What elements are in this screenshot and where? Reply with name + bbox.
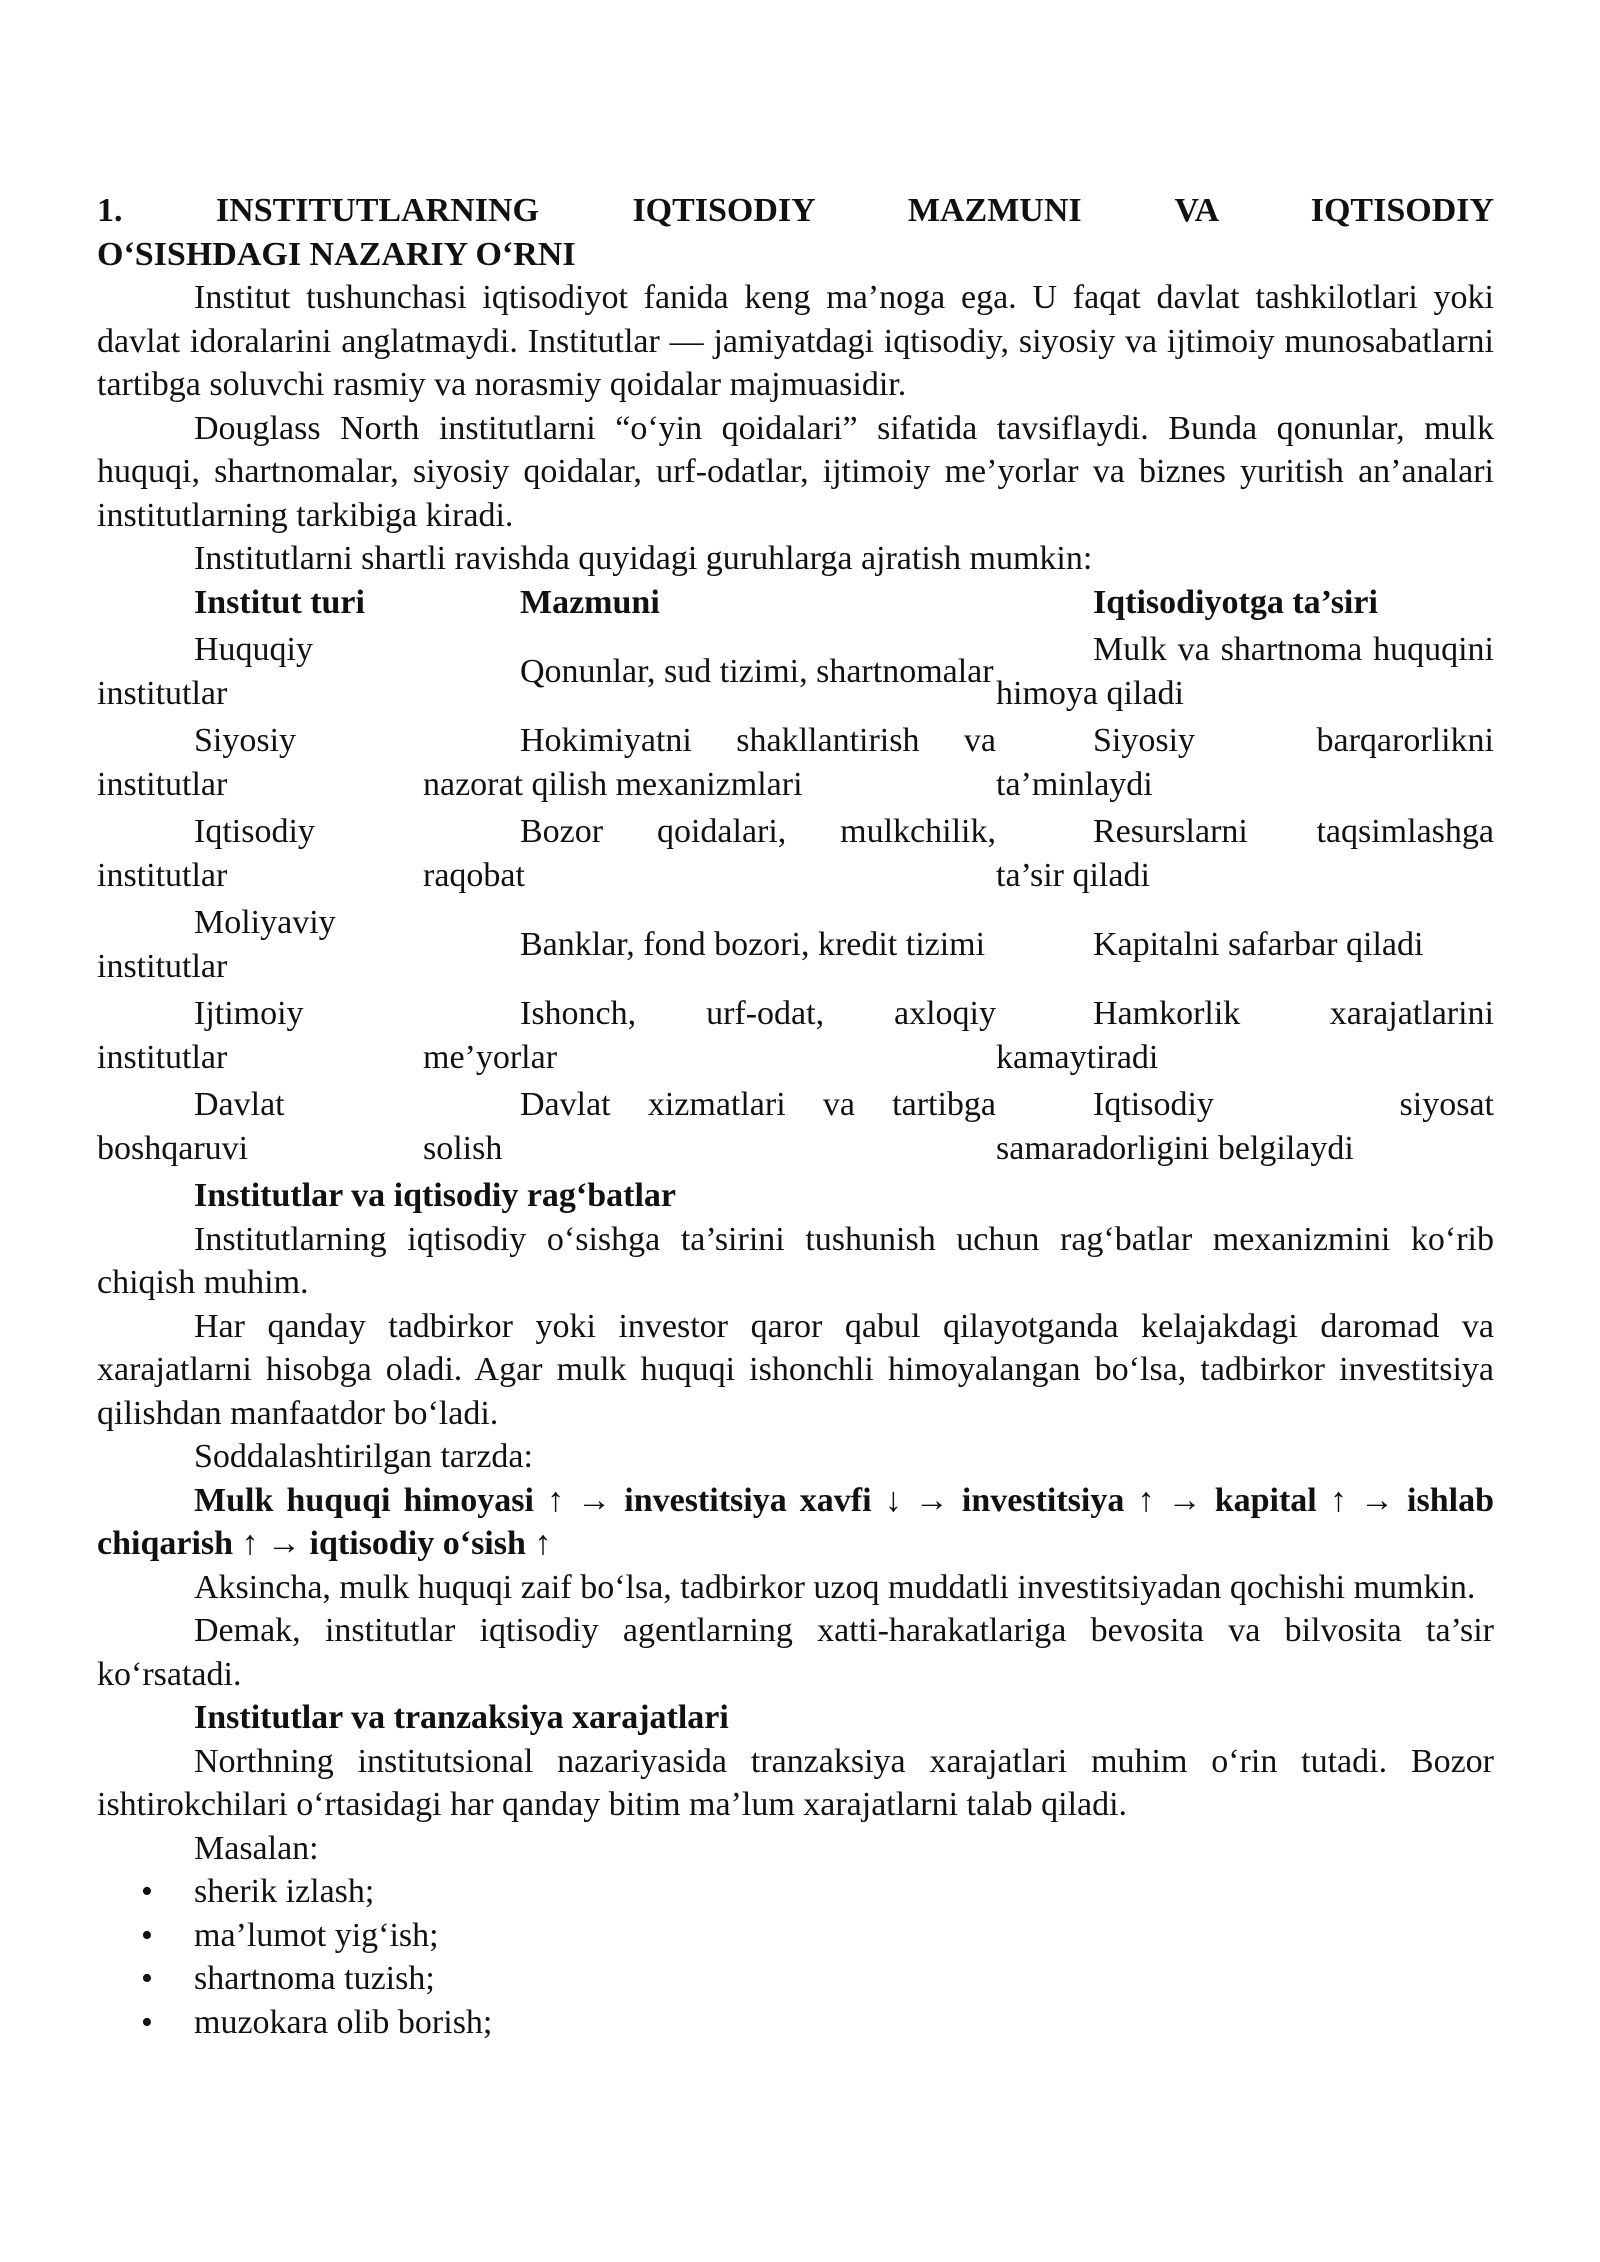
paragraph: Douglass North institutlarni “o‘yin qoidalari” sifatida tavsiflaydi. Bunda qonunlar, mulk huquqi, shartnomalar, siyosiy qoidalar, urf-odatlar, ijtimoiy me’yorlar va biznes yuritish an’analari institutlarning tarkibiga kiradi. (97, 409, 1494, 534)
table-cell: Davlat xizmatlari va tartibga solish (423, 1086, 996, 1167)
incentive-chain: Mulk huquqi himoyasi ↑ → investitsiya xavfi ↓ → investitsiya ↑ → kapital ↑ → ishlab chiqarish ↑ → iqtisodiy o‘sish ↑ (97, 1481, 1494, 1562)
bullet-icon: • (141, 1960, 153, 1997)
heading-line-1 (97, 189, 1494, 233)
heading-word: 1. (97, 192, 123, 229)
heading-word: VA (1174, 192, 1218, 229)
heading-word: MAZMUNI (907, 192, 1082, 229)
table-row (97, 810, 1494, 901)
table-cell: Davlat boshqaruvi (97, 1086, 285, 1167)
section-title: Institutlar va tranzaksiya xarajatlari (194, 1699, 729, 1736)
paragraph: Institutlarning iqtisodiy o‘sishga ta’sirini tushunish uchun rag‘batlar mexanizmini ko‘rib chiqish muhim. (97, 1220, 1494, 1301)
table-cell: Siyosiy institutlar (97, 722, 297, 803)
paragraph: Soddalashtirilgan tarzda: (194, 1438, 533, 1475)
table-cell: Ishonch, urf-odat, axloqiy me’yorlar (423, 995, 996, 1076)
bullet-icon: • (141, 1873, 153, 1910)
table-header: Iqtisodiyotga ta’siri (1093, 583, 1378, 621)
table-cell: Ijtimoiy institutlar (97, 995, 304, 1076)
paragraph: Aksincha, mulk huquqi zaif bo‘lsa, tadbirkor uzoq muddatli investitsiyadan qochishi mumkin. (194, 1568, 1476, 1606)
heading-word: INSTITUTLARNING (215, 192, 540, 229)
table-cell: Siyosiy barqarorlikni ta’minlaydi (996, 722, 1494, 803)
list-item-text: shartnoma tuzish; (194, 1960, 435, 1997)
table-header: Mazmuni (520, 583, 660, 621)
bullet-icon: • (141, 1916, 153, 1954)
table-cell: Hamkorlik xarajatlarini kamaytiradi (996, 995, 1494, 1076)
table-row (97, 1083, 1494, 1174)
table-row (97, 901, 1494, 992)
paragraph: Masalan: (194, 1829, 319, 1867)
table-cell: Bozor qoidalari, mulkchilik, raqobat (423, 813, 996, 894)
heading-word: IQTISODIY (632, 192, 815, 229)
paragraph: Har qanday tadbirkor yoki investor qaror qabul qilayotganda kelajakdagi daromad va xarajatlarni hisobga oladi. Agar mulk huquqi ishonchli himoyalangan bo‘lsa, tadbirkor investitsiya qilishdan manfaatdor bo‘ladi. (97, 1307, 1494, 1432)
list-item (97, 1914, 1494, 1958)
bullet-icon: • (141, 2003, 153, 2041)
table-row (97, 992, 1494, 1083)
table-cell: Mulk va shartnoma huquqini himoya qiladi (996, 631, 1494, 712)
table-row (97, 719, 1494, 810)
list-item (97, 1957, 1494, 2001)
table-cell: Resurslarni taqsimlashga ta’sir qiladi (996, 813, 1494, 894)
table-cell: Banklar, fond bozori, kredit tizimi (520, 925, 986, 963)
section-title: Institutlar va iqtisodiy rag‘batlar (194, 1177, 677, 1214)
paragraph: Demak, institutlar iqtisodiy agentlarning xatti-harakatlariga bevosita va bilvosita ta’sir ko‘rsatadi. (97, 1612, 1494, 1693)
table-cell: Iqtisodiy siyosat samaradorligini belgilaydi (996, 1086, 1494, 1167)
table-header-row (97, 581, 1494, 629)
list-item (97, 1870, 1494, 1914)
paragraph: Institutlarni shartli ravishda quyidagi guruhlarga ajratish mumkin: (194, 540, 1093, 577)
document-page (97, 189, 1494, 2044)
bullet-list (97, 1870, 1494, 2044)
table-cell: Huquqiy institutlar (97, 631, 313, 712)
table-cell: Kapitalni safarbar qiladi (1093, 925, 1424, 963)
institutions-table (97, 581, 1494, 1175)
list-item-text: sherik izlash; (194, 1873, 375, 1910)
table-cell: Qonunlar, sud tizimi, shartnomalar (520, 652, 994, 690)
table-cell: Moliyaviy institutlar (97, 904, 336, 985)
list-item-text: ma’lumot yig‘ish; (194, 1916, 439, 1954)
list-item (97, 2001, 1494, 2045)
heading-line-2: O‘SISHDAGI NAZARIY O‘RNI (97, 235, 576, 273)
table-header: Institut turi (194, 583, 365, 621)
table-cell: Iqtisodiy institutlar (97, 813, 315, 894)
table-row (97, 628, 1494, 719)
list-item-text: muzokara olib borish; (194, 2003, 493, 2041)
paragraph: Northning institutsional nazariyasida tranzaksiya xarajatlari muhim o‘rin tutadi. Bozor ishtirokchilari o‘rtasidagi har qanday bitim ma’lum xarajatlarni talab qiladi. (97, 1742, 1494, 1823)
table-cell: Hokimiyatni shakllantirish va nazorat qilish mexanizmlari (423, 722, 996, 803)
heading-word: IQTISODIY (1310, 192, 1495, 229)
paragraph: Institut tushunchasi iqtisodiyot fanida keng ma’noga ega. U faqat davlat tashkilotlari yoki davlat idoralarini anglatmaydi. Institutlar — jamiyatdagi iqtisodiy, siyosiy va ijtimoiy munosabatlarni tartibga soluvchi rasmiy va norasmiy qoidalar majmuasidir. (97, 279, 1494, 403)
